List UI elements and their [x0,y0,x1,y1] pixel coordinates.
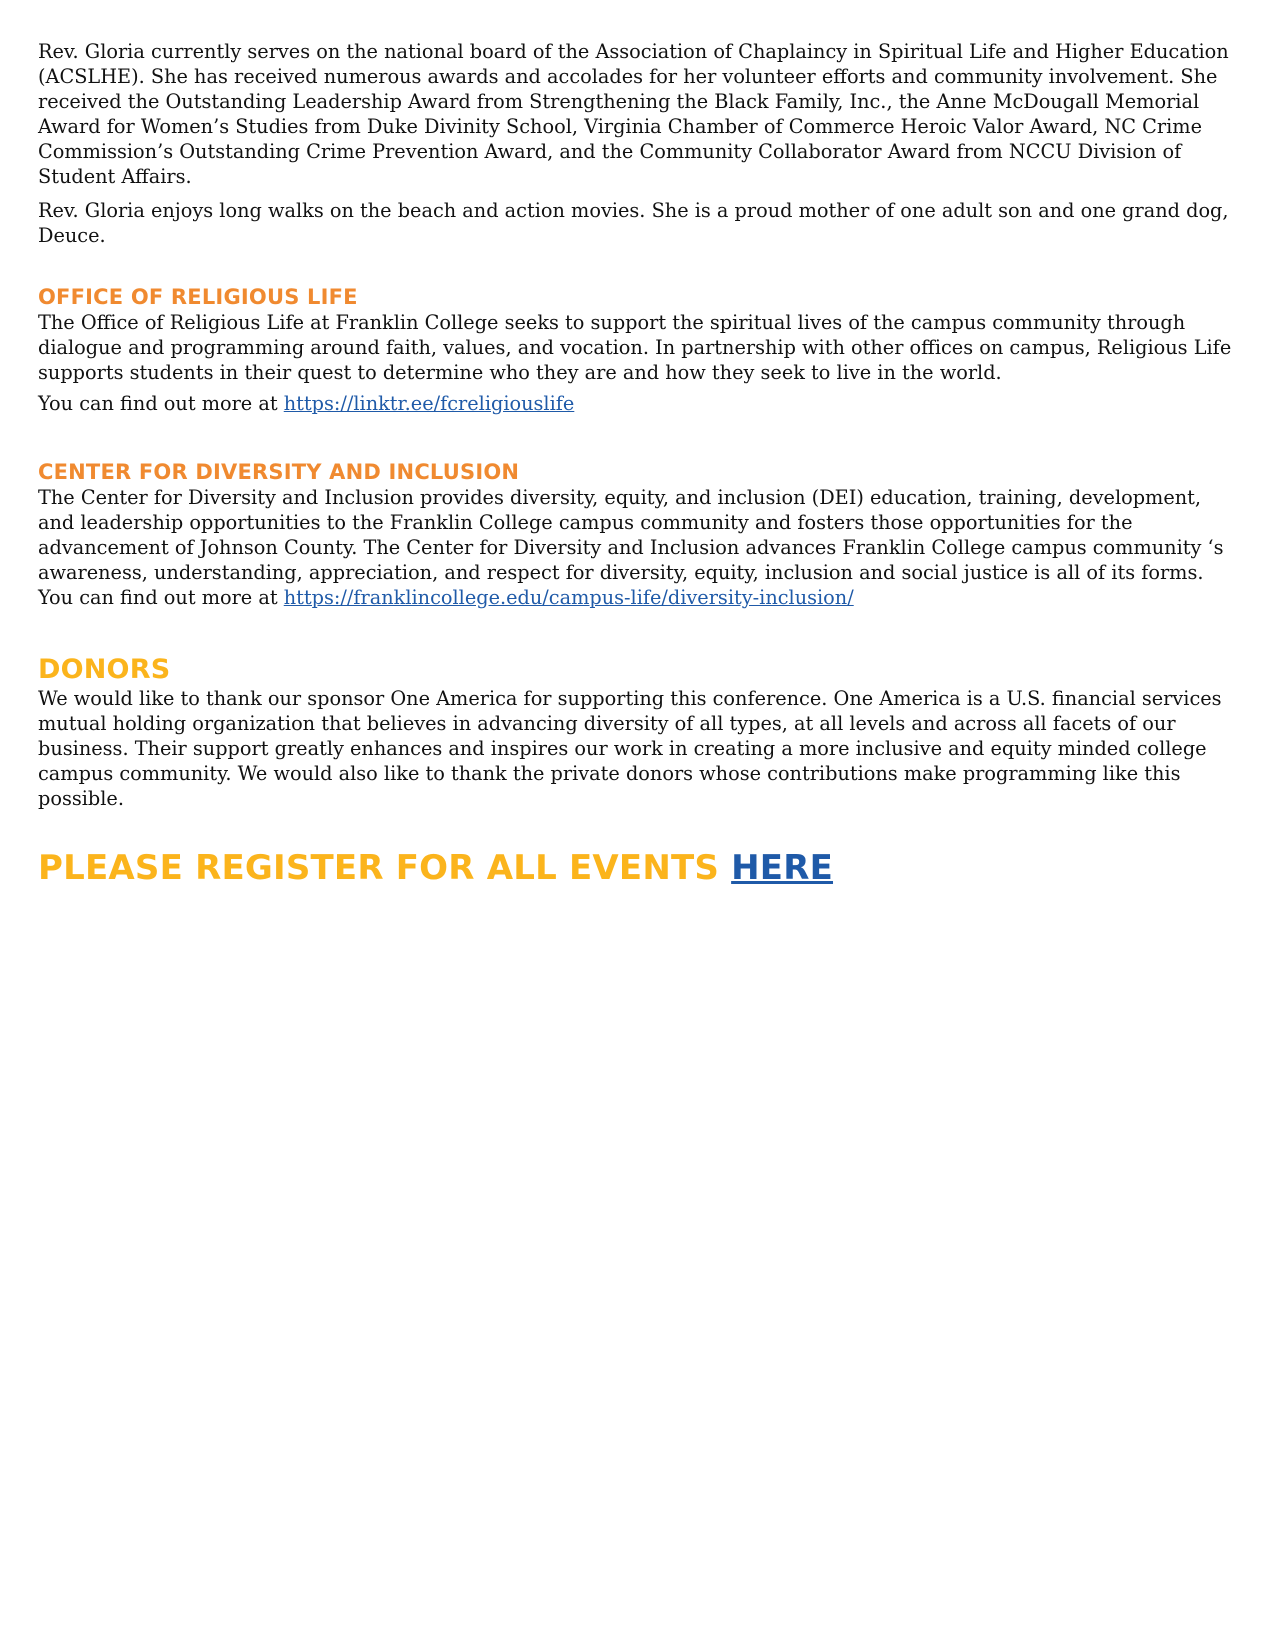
religious-life-link-prefix: You can find out more at [38,392,284,415]
diversity-body-text: The Center for Diversity and Inclusion provides diversity, equity, and inclusion (DEI) education, training, development, and leadership opportunities to the Franklin College campus community and fosters those opportunities for the advancement of Johnson County. The Center for Diversity and Inclusion advances Franklin College campus community ‘s awareness, understanding, appreciation, and respect for diversity, equity, inclusion and social justice is all of its forms. You can find out more at [38,486,1224,609]
document-page [38,34,1243,889]
bio-paragraph-personal: Rev. Gloria enjoys long walks on the beach and action movies. She is a proud mother of one adult son and one grand dog, Deuce. [38,199,1229,247]
bio-paragraph-awards: Rev. Gloria currently serves on the national board of the Association of Chaplaincy in Spiritual Life and Higher Education (ACSLHE). She has received numerous awards and accolades for her volunteer efforts and community involvement. She received the Outstanding Leadership Award from Strengthening the Black Family, Inc., the Anne McDougall Memorial Award for Women’s Studies from Duke Divinity School, Virginia Chamber of Commerce Heroic Valor Award, NC Crime Commission’s Outstanding Crime Prevention Award, and the Community Collaborator Award from NCCU Division of Student Affairs. [38,40,1229,188]
diversity-link[interactable]: https://franklincollege.edu/campus-life/diversity-inclusion/ [283,586,854,609]
diversity-body [38,485,1243,610]
bio-section [38,39,1243,248]
religious-life-body: The Office of Religious Life at Franklin College seeks to support the spiritual lives of the campus community through dialogue and programming around faith, values, and vocation. In partnership with other offices on campus, Religious Life supports students in their quest to determine who they are and how they seek to live in the world. [38,311,1232,384]
donors-body: We would like to thank our sponsor One America for supporting this conference. One America is a U.S. financial services mutual holding organization that believes in advancing diversity of all types, at all levels and across all facets of our business. Their support greatly enhances and inspires our work in creating a more inclusive and equity minded college campus community. We would also like to thank the private donors whose contributions make programming like this possible. [38,687,1222,810]
religious-life-link-line [38,389,1243,419]
register-heading [38,847,1243,889]
religious-life-heading: OFFICE OF RELIGIOUS LIFE [38,285,358,309]
donors-section [38,654,1243,811]
diversity-heading: CENTER FOR DIVERSITY AND INCLUSION [38,460,520,484]
register-here-link[interactable]: HERE [731,848,834,888]
religious-life-link[interactable]: https://linktr.ee/fcreligiouslife [283,392,575,415]
register-text: PLEASE REGISTER FOR ALL EVENTS [38,848,732,888]
register-section [38,847,1243,889]
donors-heading: DONORS [38,654,171,685]
diversity-section [38,459,1243,610]
religious-life-section [38,284,1243,419]
